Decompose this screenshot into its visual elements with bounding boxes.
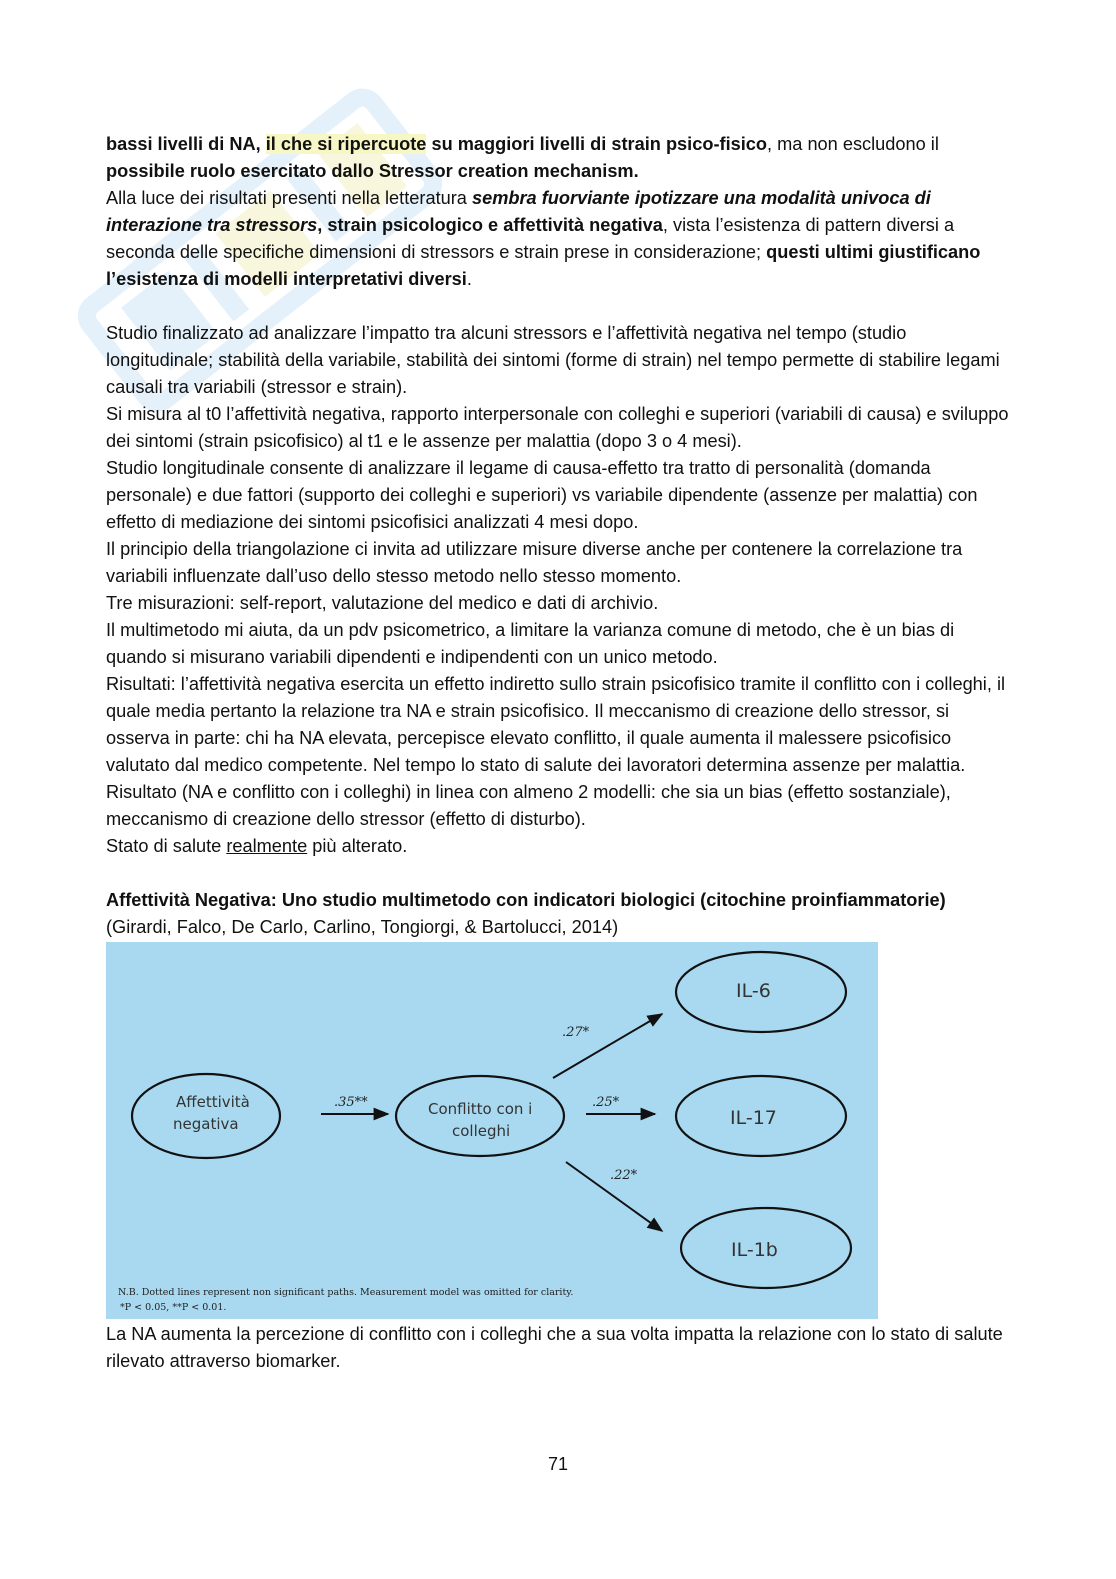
paragraph-models: Risultato (NA e conflitto con i colleghi) in linea con almeno 2 modelli: che sia un bias (effetto sostanziale), meccanismo di creazione dello stressor (effetto di disturbo). [106, 782, 951, 829]
underlined-word: realmente [226, 836, 308, 856]
text-regular: Alla luce dei risultati presenti nella letteratura [106, 188, 472, 208]
diagram-significance-note: *P < 0.05, **P < 0.01. [120, 1302, 227, 1313]
node-negative-affectivity [132, 1074, 280, 1158]
heading-citation: (Girardi, Falco, De Carlo, Carlino, Tongiorgi, & Bartolucci, 2014) [106, 917, 619, 937]
section-heading [106, 887, 1011, 941]
coefficient-label: .25* [592, 1095, 620, 1110]
text-bold: bassi livelli di NA, [106, 134, 266, 154]
coefficient-label: .35** [334, 1095, 368, 1110]
heading-title: Affettività Negativa: Uno studio multimetodo con indicatori biologici (citochine proinfiammatorie) [106, 890, 946, 910]
node-il17 [676, 1076, 846, 1156]
paragraph-longitudinal: Studio longitudinale consente di analizzare il legame di causa-effetto tra tratto di personalità (domanda personale) e due fattori (supporto dei colleghi e superiori) vs variabile dipendente (assenze per malattia) con effetto di mediazione dei sintomi psicofisici analizzati 4 mesi dopo. [106, 458, 978, 532]
node-conflict-colleagues [396, 1076, 564, 1156]
text-bold: possibile ruolo esercitato dallo Stressor creation mechanism. [106, 161, 639, 181]
text-regular: . [466, 269, 472, 289]
path-conflict-to-il6 [553, 1014, 662, 1078]
text-bold: su maggiori livelli di strain psico-fisico [426, 134, 768, 154]
node-label: Conflitto con i [428, 1100, 533, 1118]
node-label: IL-6 [736, 980, 771, 1002]
paragraph-results: Risultati: l’affettività negativa esercita un effetto indiretto sullo strain psicofisico tramite il conflitto con i colleghi, il quale media pertanto la relazione tra NA e strain psicofisico. Il meccanismo di creazione dello stressor, si osserva in parte: chi ha NA elevata, percepisce elevato conflitto, il quale aumenta il malessere psicofisico valutato dal medico competente. Nel tempo lo stato di salute dei lavoratori determina assenze per malattia. [106, 674, 1006, 775]
diagram-note: N.B. Dotted lines represent non significant paths. Measurement model was omitted for clarity. [118, 1287, 574, 1298]
paragraph-measurement: Si misura al t0 l’affettività negativa, rapporto interpersonale con colleghi e superiori (variabili di causa) e sviluppo dei sintomi (strain psicofisico) al t1 e le assenze per malattia (dopo 3 o 4 mesi). [106, 404, 1009, 451]
diagram-caption: La NA aumenta la percezione di conflitto con i colleghi che a sua volta impatta la relazione con lo stato di salute rilevato attraverso biomarker. [106, 1324, 1003, 1371]
text-bold-italic: sembra fuorviante ipotizzare una modalità univoca di interazione tra stressors [106, 188, 931, 235]
paragraph-literature [106, 185, 1011, 293]
path-diagram [106, 942, 878, 1319]
node-label: IL-17 [730, 1107, 777, 1129]
text-regular: , vista l’esistenza di pattern diversi a seconda delle specifiche dimensioni di stressors e strain prese in considerazione; [106, 215, 955, 262]
text-regular: , ma non escludono il [767, 134, 939, 154]
text-bold-highlight: il che si ripercuote [265, 134, 427, 154]
node-il6 [676, 952, 846, 1032]
main-content [106, 131, 1011, 1375]
coefficient-label: .27* [562, 1025, 590, 1040]
node-label: IL-1b [731, 1239, 778, 1261]
node-il1b [681, 1208, 851, 1288]
node-label: Affettività [176, 1093, 250, 1111]
page-number: 71 [547, 1454, 569, 1474]
paragraph-measures: Tre misurazioni: self-report, valutazione del medico e dati di archivio. [106, 593, 659, 613]
node-label: colleghi [452, 1122, 511, 1140]
coefficient-label: .22* [610, 1168, 638, 1183]
text-bold: , strain psicologico e affettività negativa [317, 215, 663, 235]
paragraph-triangulation: Il principio della triangolazione ci invita ad utilizzare misure diverse anche per contenere la correlazione tra variabili influenzate dall’uso dello stesso metodo nello stesso momento. [106, 539, 963, 586]
paragraph-multimethod: Il multimetodo mi aiuta, da un pdv psicometrico, a limitare la varianza comune di metodo, che è un bias di quando si misurano variabili dipendenti e indipendenti con un unico metodo. [106, 620, 955, 667]
paragraph-intro [106, 131, 1011, 185]
paragraph-health: Stato di salute realmente più alterato. [106, 836, 408, 856]
node-label: negativa [173, 1115, 239, 1133]
text-bold: questi ultimi giustificano l’esistenza di modelli interpretativi diversi [106, 242, 981, 289]
paragraph-study-aim: Studio finalizzato ad analizzare l’impatto tra alcuni stressors e l’affettività negativa nel tempo (studio longitudinale; stabilità della variabile, stabilità dei sintomi (forme di strain) nel tempo permette di stabilire legami causali tra variabili (stressor e strain). [106, 323, 1000, 397]
